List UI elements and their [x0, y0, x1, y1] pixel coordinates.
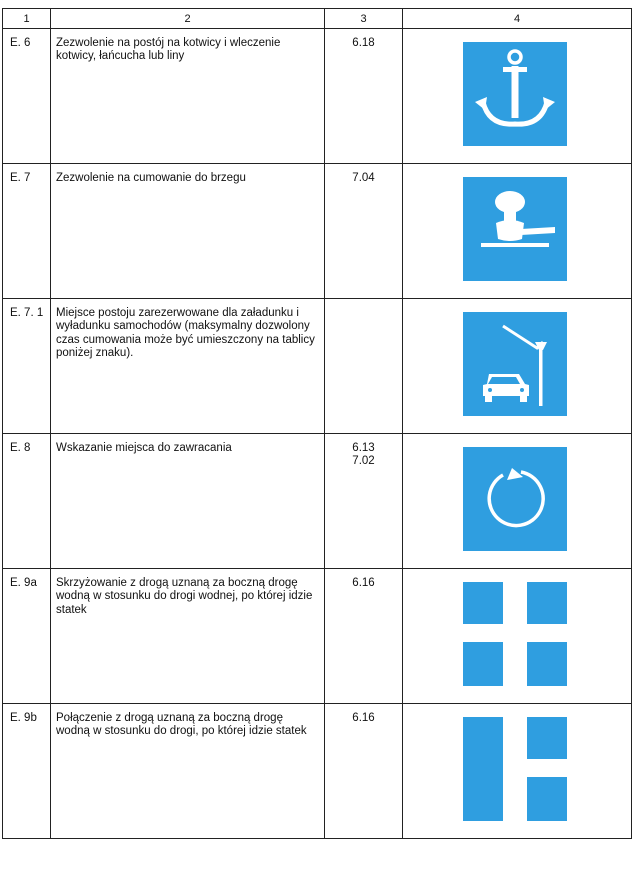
sign-code: E. 9b	[3, 704, 51, 839]
sign-cell	[403, 704, 632, 839]
sign-cell	[403, 569, 632, 704]
sign-ref: 7.02	[352, 455, 375, 468]
sign-refs	[325, 29, 403, 164]
sign-refs	[325, 569, 403, 704]
sign-ref: 6.18	[352, 37, 375, 49]
sign-code: E. 9a	[3, 569, 51, 704]
sign-code: E. 7	[3, 164, 51, 299]
header-col-4: 4	[403, 9, 632, 29]
sign-refs	[325, 704, 403, 839]
sign-cell	[403, 29, 632, 164]
side-junction-icon	[463, 717, 567, 821]
sign-cell	[403, 299, 632, 434]
sign-description: Zezwolenie na postój na kotwicy i wleczenie kotwicy, łańcucha lub liny	[51, 29, 325, 164]
sign-ref: 6.16	[352, 712, 375, 724]
table-row	[3, 434, 632, 569]
sign-description: Miejsce postoju zarezerwowane dla załadunku i wyładunku samochodów (maksymalny dozwolony czas cumowania może być umieszczony na tablicy poniżej znaku).	[51, 299, 325, 434]
signs-table	[2, 8, 632, 839]
sign-refs	[325, 164, 403, 299]
sign-code: E. 8	[3, 434, 51, 569]
table-row	[3, 29, 632, 164]
sign-refs	[325, 299, 403, 434]
table-row	[3, 299, 632, 434]
car-crane-icon	[463, 312, 567, 416]
table-row	[3, 704, 632, 839]
sign-description: Skrzyżowanie z drogą uznaną za boczną drogę wodną w stosunku do drogi wodnej, po której idzie statek	[51, 569, 325, 704]
sign-ref: 6.13	[352, 442, 375, 454]
table-row	[3, 164, 632, 299]
header-col-2: 2	[51, 9, 325, 29]
header-col-1: 1	[3, 9, 51, 29]
sign-description: Zezwolenie na cumowanie do brzegu	[51, 164, 325, 299]
sign-ref: 7.04	[352, 172, 375, 184]
sign-ref: 6.16	[352, 577, 375, 589]
sign-description: Wskazanie miejsca do zawracania	[51, 434, 325, 569]
bollard-icon	[463, 177, 567, 281]
header-row	[3, 9, 632, 29]
sign-refs	[325, 434, 403, 569]
sign-cell	[403, 434, 632, 569]
anchor-icon	[463, 42, 567, 146]
sign-cell	[403, 164, 632, 299]
sign-description: Połączenie z drogą uznaną za boczną drogę wodną w stosunku do drogi, po której idzie statek	[51, 704, 325, 839]
sign-code: E. 6	[3, 29, 51, 164]
table-row	[3, 569, 632, 704]
turning-circle-icon	[463, 447, 567, 551]
crossroads-icon	[463, 582, 567, 686]
header-col-3: 3	[325, 9, 403, 29]
sign-code: E. 7. 1	[3, 299, 51, 434]
